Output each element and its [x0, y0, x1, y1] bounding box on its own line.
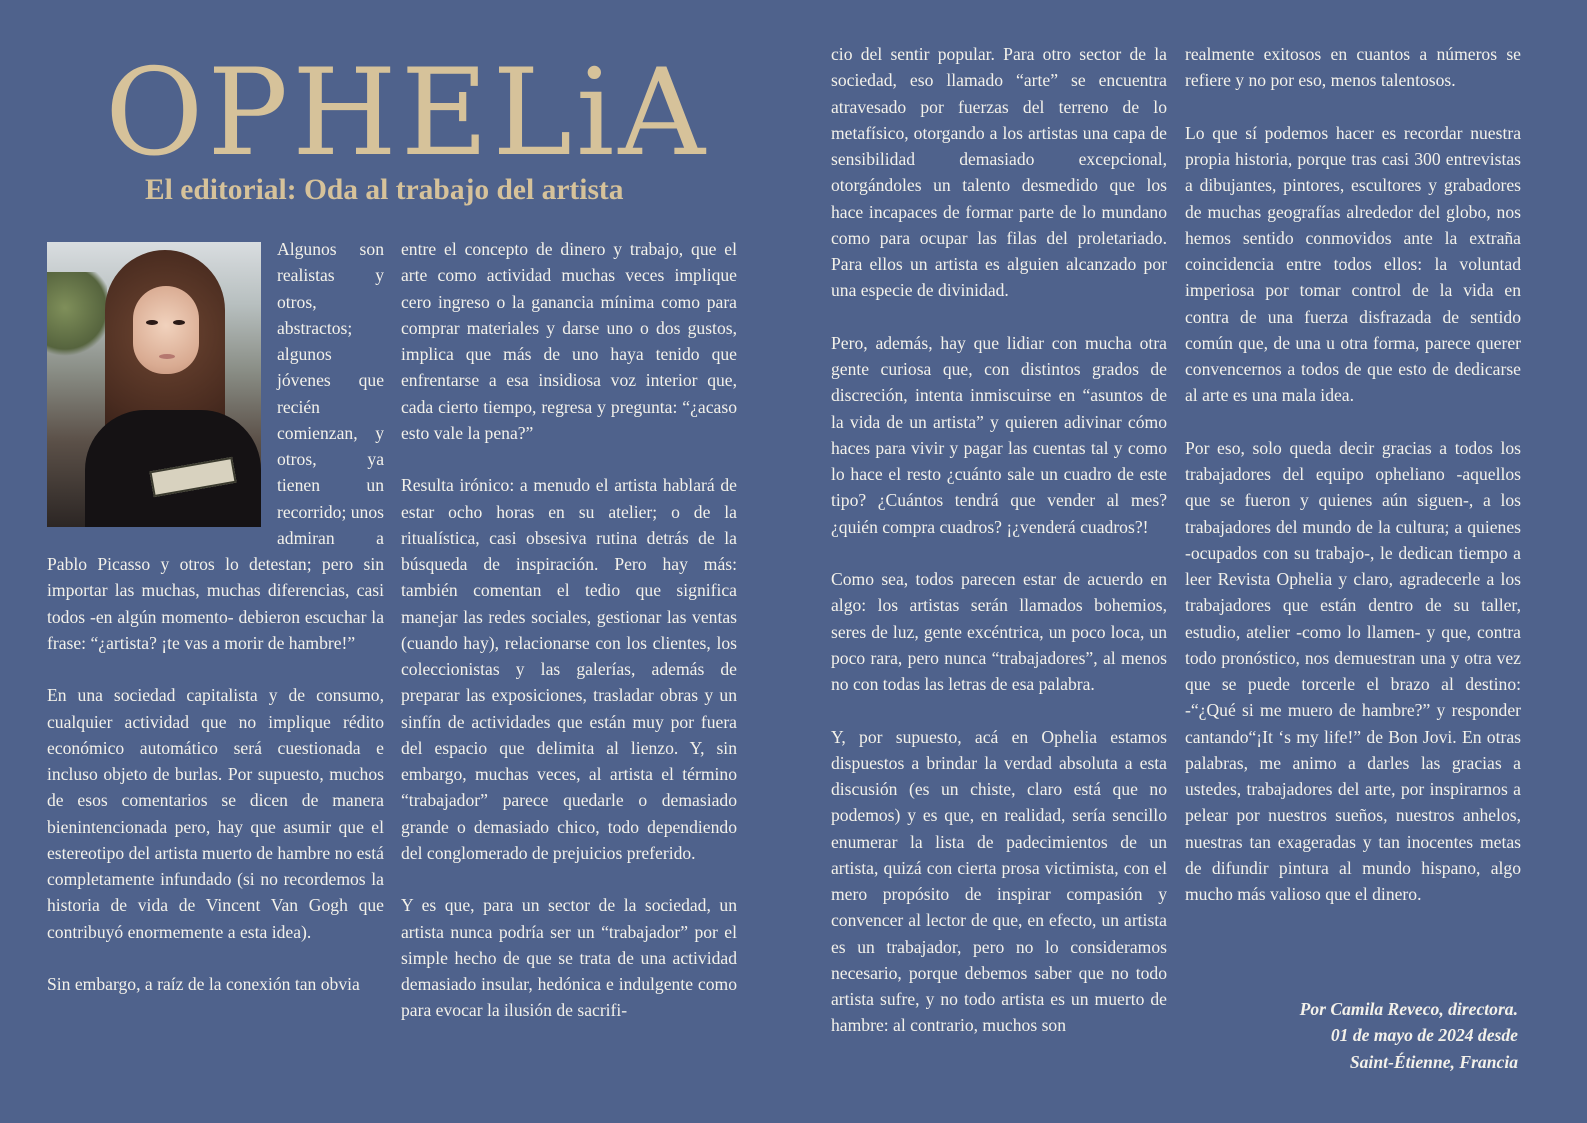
article-column-3: [831, 41, 1167, 1039]
photo-wrap-spacer: [47, 236, 277, 526]
article-column-4: [1185, 41, 1521, 907]
paragraph: Por eso, solo queda decir gracias a todos los trabajadores del equipo opheliano -aquellos que se fueron y quienes aún siguen-, a los trabajadores del mundo de la cultura; a quienes -ocupados con su trabajo-, le dedican tiempo a leer Revista Ophelia y claro, agradecerle a los trabajadores que están dentro de su taller, estudio, atelier -como lo llamen- y que, contra todo pronóstico, nos demuestran una y otra vez que se puede torcerle el brazo al destino: -“¿Qué si me muero de hambre?” y responder cantando“¡It ‘s my life!” de Bon Jovi. En otras palabras, me animo a darles las gracias a ustedes, trabajadores del arte, por inspirarnos a pelear por nuestros sueños, nuestros anhelos, nuestras tan exageradas y tan inocentes metas de difundir pintura al mundo hispano, algo mucho más valioso que el dinero.: [1185, 437, 1521, 904]
signature-date: 01 de mayo de 2024 desde: [1330, 1025, 1518, 1046]
paragraph: Y, por supuesto, acá en Ophelia estamos dispuestos a brindar la verdad absoluta a esta discusión (es un chiste, claro está que no podemos) y es que, en realidad, sería sencillo enumerar la lista de padecimientos de un artista, quizá con cierta prosa victimista, con el mero propósito de inspirar compasión y convencer al lector de que, en efecto, un artista es un trabajador, pero no lo consideramos necesario, porque debemos saber que no todo artista sufre, y no todo artista es un muerto de hambre: al contrario, muchos son: [831, 726, 1167, 1036]
paragraph: realmente exitosos en cuantos a números se refiere y no por eso, menos talentosos.: [1185, 44, 1521, 91]
author-signature: [1185, 996, 1518, 1075]
article-column-1: [47, 236, 384, 997]
magazine-logo: OPHELiA: [105, 44, 710, 183]
paragraph: Resulta irónico: a menudo el artista hablará de estar ocho horas en su atelier; o de la ritualística, casi obsesiva rutina detrás de la búsqueda de inspiración. Pero hay más: también comentan el tedio que significa manejar las redes sociales, gestionar las ventas (cuando hay), relacionarse con los clientes, los coleccionistas y las galerías, además de preparar las exposiciones, trasladar obras y un sinfín de actividades que están muy por fuera del espacio que delimita al lienzo. Y, sin embargo, muchas veces, al artista el término “trabajador” parece quedarle o demasiado grande o demasiado chico, todo dependiendo del conglomerado de prejuicios preferido.: [401, 475, 737, 863]
paragraph: Sin embargo, a raíz de la conexión tan obvia: [47, 974, 360, 994]
signature-author: Por Camila Reveco, directora.: [1299, 999, 1518, 1019]
paragraph: Como sea, todos parecen estar de acuerdo en algo: los artistas serán llamados bohemios, seres de luz, gente excéntrica, un poco loca, un poco rara, pero nunca “trabajadores”, al menos no con todas las letras de esa palabra.: [831, 569, 1167, 694]
signature-location: Saint-Étienne, Francia: [1349, 1051, 1518, 1072]
paragraph: Pero, además, hay que lidiar con mucha otra gente curiosa que, con distintos grados de discreción, intenta inmiscuirse en “asuntos de la vida de un artista” y quieren adivinar cómo haces para vivir y pagar las cuentas tal y como lo hace el resto ¿cuánto sale un cuadro de este tipo? ¿Cuántos tendrá que vender al mes? ¿quién compra cuadros? ¡¿venderá cuadros?!: [831, 332, 1167, 537]
paragraph: cio del sentir popular. Para otro sector de la sociedad, eso llamado “arte” se encuentra atravesado por fuerzas del terreno de lo metafísico, otorgando a los artistas una capa de sensibilidad demasiado excepcional, otorgándoles un talento desmedido que los hace incapaces de formar parte de lo mundano como para ocupar las filas del proletariado. Para ellos un artista es alguien alcanzado por una especie de divinidad.: [831, 44, 1167, 301]
paragraph: Y es que, para un sector de la sociedad, un artista nunca podría ser un “trabajador” por el simple hecho de que se trata de una actividad demasiado insular, hedónica e indulgente como para evocar la ilusión de sacrifi-: [401, 895, 737, 1021]
paragraph: Algunos son realistas y otros, abstractos; algunos jóvenes que recién comienzan, y otros, ya tienen un recorrido; unos admiran a Pablo Picasso y otros lo detestan; pero sin importar las muchas, muchas diferencias, casi todos -en algún momento- debieron escuchar la frase: “¿artista? ¡te vas a morir de hambre!”: [47, 239, 384, 653]
paragraph: Lo que sí podemos hacer es recordar nuestra propia historia, porque tras casi 300 entrevistas a dibujantes, pintores, escultores y grabadores de muchas geografías alrededor del globo, nos hemos sentido conmovidos ante la extraña coincidencia entre todos ellos: la voluntad imperiosa por tomar control de la vida en contra de una fuerza disfrazada de sentido común que, de una u otra forma, parece querer convencernos a todos de que esto de dedicarse al arte es una mala idea.: [1185, 122, 1521, 406]
paragraph: entre el concepto de dinero y trabajo, que el arte como actividad muchas veces implique cero ingreso o la ganancia mínima como para comprar materiales y darse uno o dos gustos, implica que más de uno haya tenido que enfrentarse a esa insidiosa voz interior que, cada cierto tiempo, regresa y pregunta: “¿acaso esto vale la pena?”: [401, 239, 737, 443]
paragraph: En una sociedad capitalista y de consumo, cualquier actividad que no implique rédito económico automático será cuestionada e incluso objeto de burlas. Por supuesto, muchos de esos comentarios se dicen de manera bienintencionada pero, hay que asumir que el estereotipo del artista muerto de hambre no está completamente infundado (si no recordemos la historia de vida de Vincent Van Gogh que contribuyó enormemente a esta idea).: [47, 685, 384, 942]
article-column-2: [401, 236, 737, 1024]
editorial-title: El editorial: Oda al trabajo del artista: [145, 174, 624, 206]
